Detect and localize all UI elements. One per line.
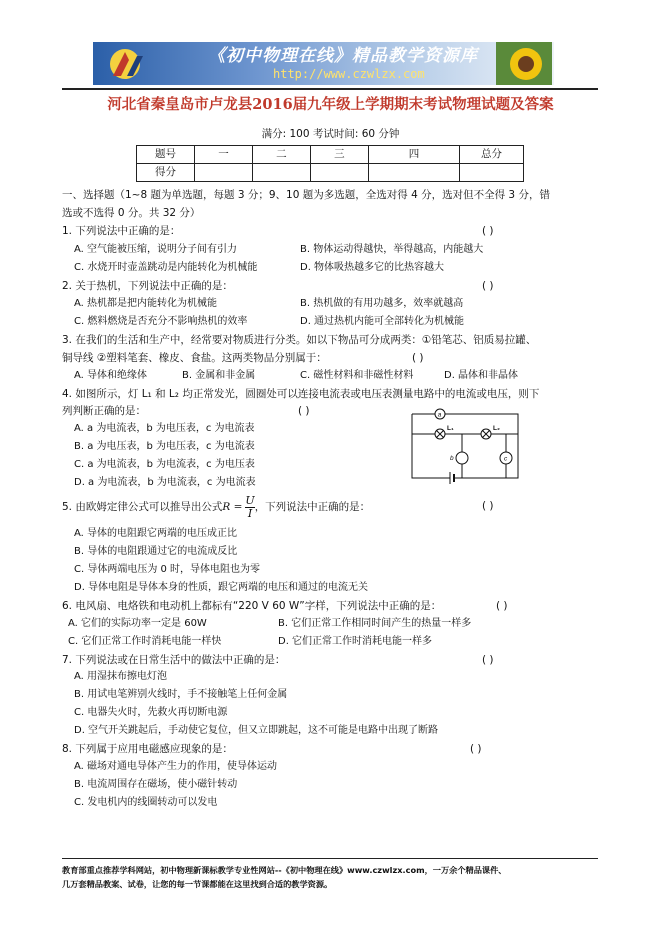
question-3-stem: 3. 在我们的生活和生产中，经常要对物质进行分类。如以下物品可分成两类：①铅笔芯、铝质易拉罐、	[62, 334, 537, 346]
table-cell: 总分	[460, 146, 524, 164]
question-7-option-d: D. 空气开关跳起后，手动使它复位，但又立即跳起，这不可能是电路中出现了断路	[74, 725, 439, 736]
table-row	[137, 146, 524, 164]
question-4-option-c: C. a 为电流表，b 为电流表，c 为电压表	[74, 459, 255, 470]
page-title: 河北省秦皇岛市卢龙县2016届九年级上学期期末考试物理试题及答案	[107, 96, 554, 113]
question-1-option-d: D. 物体吸热越多它的比热容越大	[300, 262, 445, 273]
question-4-stem: 4. 如图所示，灯 L₁ 和 L₂ 均正常发光，圆圈处可以连接电流表或电压表测量电路中的电流或电压，则下	[62, 388, 540, 400]
question-6-option-d: D. 它们正常工作时消耗电能一样多	[278, 636, 433, 647]
table-cell[interactable]	[310, 164, 368, 182]
question-3-option-b: B. 金属和非金属	[182, 370, 256, 381]
section-instructions-cont: 选或不选得 0 分。共 32 分）	[62, 207, 201, 219]
table-cell: 一	[194, 146, 252, 164]
question-1-stem: 1. 下列说法中正确的是：	[62, 225, 181, 237]
question-5-answer-blank[interactable]: ( )	[482, 500, 494, 512]
question-5-stem	[62, 494, 370, 520]
question-5-option-b: B. 导体的电阻跟通过它的电流成反比	[74, 546, 238, 557]
table-cell: 四	[368, 146, 459, 164]
question-4-option-b: B. a 为电压表，b 为电压表，c 为电流表	[74, 441, 255, 452]
question-6-answer-blank[interactable]: ( )	[496, 600, 508, 612]
score-table	[136, 145, 524, 182]
table-cell: 得分	[137, 164, 195, 182]
footer-line-1: 教育部重点推荐学科网站，初中物理新课标教学专业性网站--《初中物理在线》www.czwlzx.com，一万余个精品课件、	[62, 865, 507, 875]
question-5-option-d: D. 导体电阻是导体本身的性质，跟它两端的电压和通过的电流无关	[74, 582, 369, 593]
question-2-option-b: B. 热机做的有用功越多，效率就越高	[300, 298, 464, 309]
question-1-option-c: C. 水烧开时壶盖跳动是内能转化为机械能	[74, 262, 258, 273]
table-cell[interactable]	[252, 164, 310, 182]
table-cell: 三	[310, 146, 368, 164]
header-banner	[93, 42, 554, 85]
question-7-option-a: A. 用湿抹布擦电灯泡	[74, 671, 168, 682]
formula-denominator: I	[245, 507, 254, 520]
formula-fraction	[245, 495, 254, 519]
question-4-option-d: D. a 为电流表，b 为电流表，c 为电流表	[74, 477, 256, 488]
question-4-answer-blank[interactable]: ( )	[298, 405, 310, 417]
question-3-stem-cont: 铜导线 ②塑料笔套、橡皮、食盐。这两类物品分别属于：	[62, 352, 327, 364]
question-2-option-d: D. 通过热机内能可全部转化为机械能	[300, 316, 465, 327]
question-5-stem-pre: 5. 由欧姆定律公式可以推导出公式	[62, 500, 223, 513]
question-1-option-a: A. 空气能被压缩，说明分子间有引力	[74, 244, 238, 255]
question-7-stem: 7. 下列说法或在日常生活中的做法中正确的是：	[62, 654, 286, 666]
question-6-option-a: A. 它们的实际功率一定是 60W	[68, 618, 207, 629]
question-6-option-c: C. 它们正常工作时消耗电能一样快	[68, 636, 222, 647]
table-row	[137, 164, 524, 182]
header-divider	[62, 88, 598, 90]
circuit-diagram	[406, 408, 524, 486]
question-2-option-c: C. 燃料燃烧是否充分不影响热机的效率	[74, 316, 248, 327]
question-4-option-a: A. a 为电流表，b 为电压表，c 为电流表	[74, 423, 255, 434]
footer-divider	[62, 858, 598, 859]
question-7-option-b: B. 用试电笔辨别火线时，手不接触笔上任何金属	[74, 689, 288, 700]
question-3-option-c: C. 磁性材料和非磁性材料	[300, 370, 414, 381]
question-7-answer-blank[interactable]: ( )	[482, 654, 494, 666]
question-2-option-a: A. 热机都是把内能转化为机械能	[74, 298, 218, 309]
sunflower-icon	[496, 42, 552, 85]
question-3-answer-blank[interactable]: ( )	[412, 352, 424, 364]
banner-title: 《初中物理在线》精品教学资源库	[208, 46, 478, 66]
circuit-label: L₂	[493, 425, 500, 432]
question-5-option-a: A. 导体的电阻跟它两端的电压成正比	[74, 528, 238, 539]
section-instructions: 一、选择题（1~8 题为单选题，每题 3 分；9、10 题为多选题，全选对得 4 分，选对但不全得 3 分，错	[62, 189, 550, 201]
question-8-answer-blank[interactable]: ( )	[470, 743, 482, 755]
circuit-label: b	[450, 455, 454, 462]
question-3-option-a: A. 导体和绝缘体	[74, 370, 148, 381]
footer-line-2: 几万套精品教案、试卷，让您的每一节课都能在这里找到合适的教学资源。	[62, 879, 333, 889]
question-8-stem: 8. 下列属于应用电磁感应现象的是：	[62, 743, 233, 755]
question-2-answer-blank[interactable]: ( )	[482, 280, 494, 292]
question-8-option-b: B. 电流周围存在磁场，使小磁针转动	[74, 779, 238, 790]
question-1-answer-blank[interactable]: ( )	[482, 225, 494, 237]
circuit-label: c	[504, 455, 508, 463]
circuit-label: L₁	[447, 425, 454, 432]
question-1-option-b: B. 物体运动得越快，举得越高，内能越大	[300, 244, 484, 255]
table-cell[interactable]	[460, 164, 524, 182]
question-2-stem: 2. 关于热机，下列说法中正确的是：	[62, 280, 233, 292]
banner-url[interactable]: http://www.czwlzx.com	[273, 67, 425, 81]
site-logo-icon	[103, 46, 163, 82]
table-cell: 二	[252, 146, 310, 164]
table-cell[interactable]	[368, 164, 459, 182]
table-cell: 题号	[137, 146, 195, 164]
question-6-option-b: B. 它们正常工作相同时间产生的热量一样多	[278, 618, 472, 629]
formula-lhs: R =	[222, 500, 243, 513]
exam-info: 满分: 100 考试时间: 60 分钟	[261, 128, 400, 140]
question-3-option-d: D. 晶体和非晶体	[444, 370, 519, 381]
question-5-stem-post: ，下列说法中正确的是：	[254, 500, 371, 513]
question-8-option-a: A. 磁场对通电导体产生力的作用，使导体运动	[74, 761, 278, 772]
question-7-option-c: C. 电器失火时，先救火再切断电源	[74, 707, 228, 718]
question-6-stem: 6. 电风扇、电烙铁和电动机上都标有“220 V 60 W”字样，下列说法中正确的是：	[62, 600, 442, 612]
table-cell[interactable]	[194, 164, 252, 182]
formula-numerator: U	[245, 493, 255, 507]
circuit-label: a	[437, 411, 442, 419]
question-8-option-c: C. 发电机内的线圈转动可以发电	[74, 797, 218, 808]
question-5-option-c: C. 导体两端电压为 0 时，导体电阻也为零	[74, 564, 261, 575]
question-4-stem-cont: 列判断正确的是：	[62, 405, 146, 417]
